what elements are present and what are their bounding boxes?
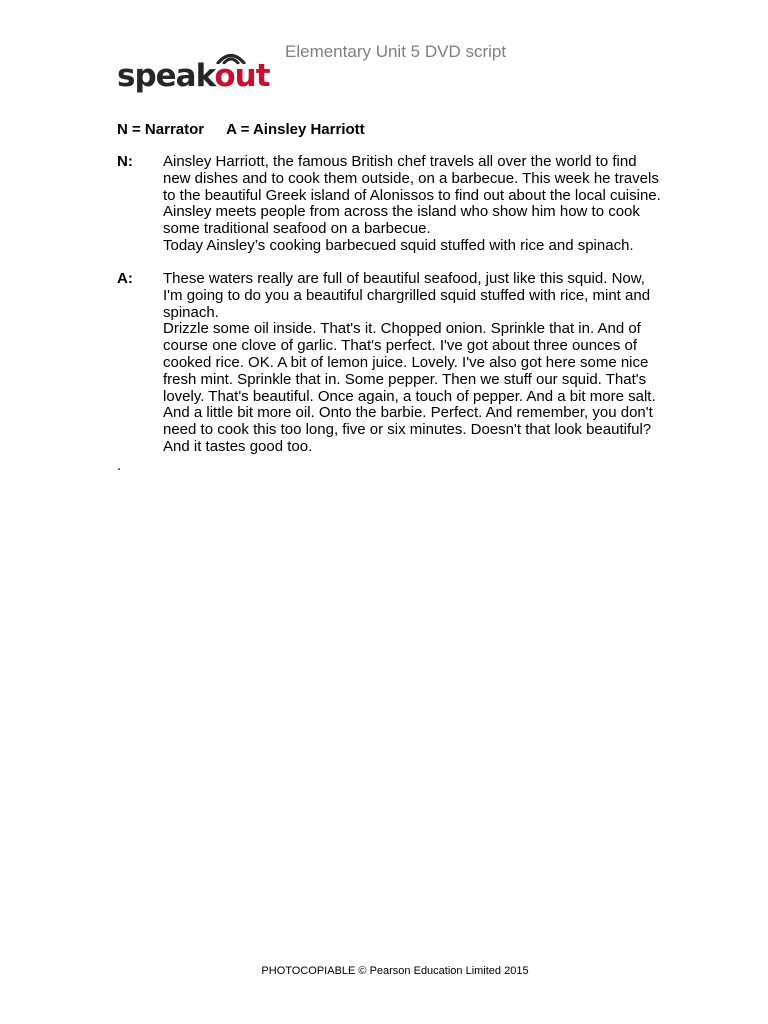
speech-paragraph: Drizzle some oil inside. That's it. Chopped onion. Sprinkle that in. And of course one clove of garlic. That's perfect. I've got about three ounces of cooked rice. OK. A bit of lemon juice. Lovely. I've also got here some nice fresh mint. Sprinkle that in. Some pepper. Then we stuff our squid. That's lovely. That's beautiful. Once again, a touch of pepper. And a bit more salt. And a little bit more oil. Onto the barbie. Perfect. And remember, you don't need to cook this too long, five or six minutes. Doesn't that look beautiful? And it tastes good too. xyxy=(163,320,656,455)
speaker-label: N: xyxy=(117,153,133,170)
speech-text xyxy=(163,271,661,456)
document-title: Elementary Unit 5 DVD script xyxy=(285,42,507,61)
speakout-logo xyxy=(117,48,277,98)
roles-key xyxy=(117,121,365,138)
logo-text-speak: speak xyxy=(117,58,215,94)
role-ainsley: A = Ainsley Harriott xyxy=(226,121,365,138)
role-narrator: N = Narrator xyxy=(117,121,205,138)
signal-arcs-icon xyxy=(213,50,249,64)
trailing-mark: . xyxy=(117,457,122,474)
speech-paragraph: Today Ainsley’s cooking barbecued squid stuffed with rice and spinach. xyxy=(163,236,634,254)
speech-paragraph: These waters really are full of beautiful seafood, just like this squid. Now, I'm going to do you a beautiful chargrilled squid stuffed with rice, mint and spinach. xyxy=(163,270,651,321)
speech-text xyxy=(163,154,661,255)
script-block-narrator xyxy=(117,154,662,255)
speech-paragraph: Ainsley Harriott, the famous British chef travels all over the world to find new dishes and to cook them outside, on a barbecue. This week he travels to the beautiful Greek island of Alonissos to find out about the local cuisine. Ainsley meets people from across the island who show him how to cook some traditional seafood on a barbecue. xyxy=(163,153,661,238)
logo-text-out: out xyxy=(214,58,270,94)
copyright-footer: PHOTOCOPIABLE © Pearson Education Limited 2015 xyxy=(261,965,529,977)
speaker-label: A: xyxy=(117,270,133,287)
script-block-ainsley xyxy=(117,271,662,456)
